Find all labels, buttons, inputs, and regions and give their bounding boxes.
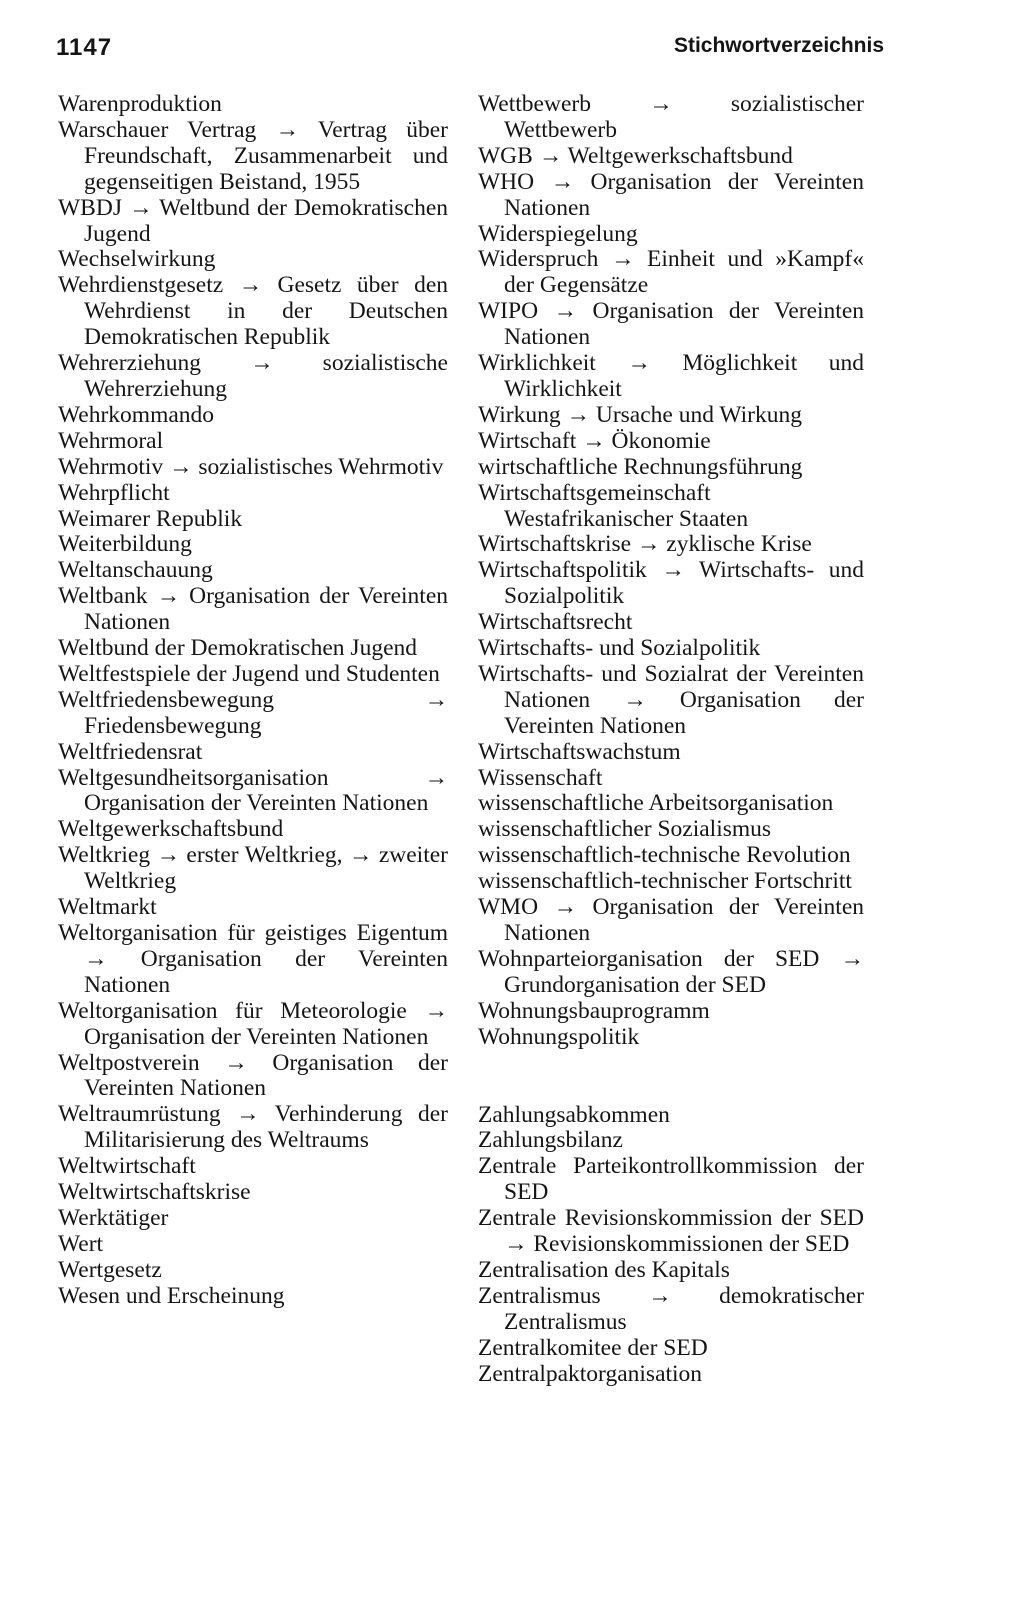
index-entry: wissenschaftlicher Sozialismus (478, 816, 772, 843)
index-entry: Wirtschafts- und Sozialpolitik (478, 635, 761, 662)
index-entry: wirtschaftliche Rechnungsführung (478, 453, 803, 480)
index-entry: Wert (58, 1230, 104, 1257)
index-entry: Wissenschaft (478, 764, 603, 791)
index-entry: Wohnparteiorganisation der SED → Grundorganisation der SED (478, 945, 864, 998)
index-entry: Weltgesundheitsorganisation → Organisation der Vereinten Nationen (58, 764, 448, 817)
page-number: 1147 (56, 34, 113, 61)
index-entry: Wirtschaftswachstum (478, 738, 681, 765)
index-entry: Weltgewerkschaftsbund (58, 816, 284, 843)
index-entry: Wesen und Erscheinung (58, 1282, 285, 1309)
index-entry: Wehrerziehung → sozialistische Wehrerziehung (58, 350, 448, 402)
index-section-z (478, 1103, 864, 1388)
index-entry: WIPO → Organisation der Vereinten Nationen (478, 298, 864, 351)
index-entry: wissenschaftliche Arbeitsorganisation (478, 790, 834, 817)
index-entry: Wertgesetz (58, 1256, 162, 1283)
index-entry: Weltwirtschaftskrise (58, 1179, 251, 1206)
index-entry: Wehrpflicht (58, 479, 170, 506)
index-entry: Widerspruch → Einheit und »Kampf« der Gegensätze (478, 246, 864, 299)
index-entry: Wirtschaftspolitik → Wirtschafts- und Sozialpolitik (478, 557, 864, 610)
index-entry: Weltanschauung (58, 557, 213, 584)
index-entry: Zentralismus → demokratischer Zentralismus (478, 1282, 864, 1335)
running-head: Stichwortverzeichnis (673, 34, 884, 57)
index-entry: WGB → Weltgewerkschaftsbund (478, 142, 793, 169)
index-entry: Wirtschafts- und Sozialrat der Vereinten Nationen → Organisation der Vereinten Nationen (478, 660, 864, 739)
index-entry: Wechselwirkung (58, 246, 216, 273)
index-entry: Wirklichkeit → Möglichkeit und Wirklichkeit (478, 350, 864, 402)
index-entry: Zentralkomitee der SED (478, 1334, 708, 1361)
index-entry: Wehrdienstgesetz → Gesetz über den Wehrdienst in der Deutschen Demokratischen Republik (58, 272, 448, 351)
index-entry: Wirtschaft → Ökonomie (478, 427, 711, 454)
index-entry: WHO → Organisation der Vereinten Nationen (478, 168, 864, 221)
index-entry: Wirtschaftsgemeinschaft Westafrikanischer Staaten (478, 479, 749, 532)
index-entry: Weltmarkt (58, 894, 157, 921)
index-entry: Wehrkommando (58, 401, 215, 428)
index-entry: Weltfriedensrat (58, 738, 203, 765)
index-entry: Wirtschaftsrecht (478, 609, 633, 636)
index-entry: Zahlungsbilanz (478, 1127, 623, 1154)
index-entry: Wirkung → Ursache und Wirkung (478, 401, 802, 428)
index-entry: Wohnungsbauprogramm (478, 997, 710, 1024)
index-entry: Werktätiger (58, 1204, 169, 1231)
section-gap (478, 1051, 864, 1103)
index-entry: Warschauer Vertrag → Vertrag über Freundschaft, Zusammenarbeit und gegenseitigen Beistand, 1955 (58, 116, 448, 195)
index-entry: Weimarer Republik (58, 505, 243, 532)
index-entry: Zahlungsabkommen (478, 1101, 670, 1128)
index-entry: Zentrale Parteikontrollkommission der SED (478, 1153, 864, 1206)
index-entry: Warenproduktion (58, 91, 222, 117)
index-entry: Zentralpaktorganisation (478, 1360, 703, 1387)
index-entry: Wettbewerb → sozialistischer Wettbewerb (478, 91, 864, 143)
index-entry: Widerspiegelung (478, 220, 638, 247)
index-entry: Weltfestspiele der Jugend und Studenten (58, 660, 440, 687)
index-entry: Weltorganisation für geistiges Eigentum → Organisation der Vereinten Nationen (58, 920, 448, 998)
index-entry: wissenschaftlich-technischer Fortschritt (478, 868, 852, 895)
index-column-right (478, 92, 864, 1388)
index-entry: Zentrale Revisionskommission der SED → Revisionskommissionen der SED (478, 1205, 864, 1258)
index-entry: Weltpostverein → Organisation der Vereinten Nationen (58, 1049, 448, 1102)
index-entry: WMO → Organisation der Vereinten Nationen (478, 894, 864, 946)
index-entry: Weltraumrüstung → Verhinderung der Militarisierung des Weltraums (58, 1101, 448, 1154)
index-entry: Weiterbildung (58, 531, 192, 558)
index-entry: Weltbank → Organisation der Vereinten Nationen (58, 583, 448, 636)
index-column-left (58, 92, 448, 1310)
index-entry: Weltwirtschaft (58, 1153, 196, 1180)
index-entry: WBDJ → Weltbund der Demokratischen Jugend (58, 194, 448, 247)
index-entry: wissenschaftlich-technische Revolution (478, 842, 851, 869)
index-entry: Weltfriedensbewegung → Friedensbewegung (58, 686, 448, 739)
index-entry: Weltkrieg → erster Weltkrieg, → zweiter Weltkrieg (58, 842, 448, 895)
index-entry: Weltbund der Demokratischen Jugend (58, 635, 417, 662)
index-entry: Wehrmoral (58, 427, 164, 454)
index-entry: Wehrmotiv → sozialistisches Wehrmotiv (58, 453, 444, 480)
index-entry: Weltorganisation für Meteorologie → Organisation der Vereinten Nationen (58, 997, 448, 1050)
index-entry: Wohnungspolitik (478, 1023, 640, 1050)
index-entry: Zentralisation des Kapitals (478, 1256, 730, 1283)
index-section-w (478, 92, 864, 1051)
index-entry: Wirtschaftskrise → zyklische Krise (478, 531, 812, 558)
